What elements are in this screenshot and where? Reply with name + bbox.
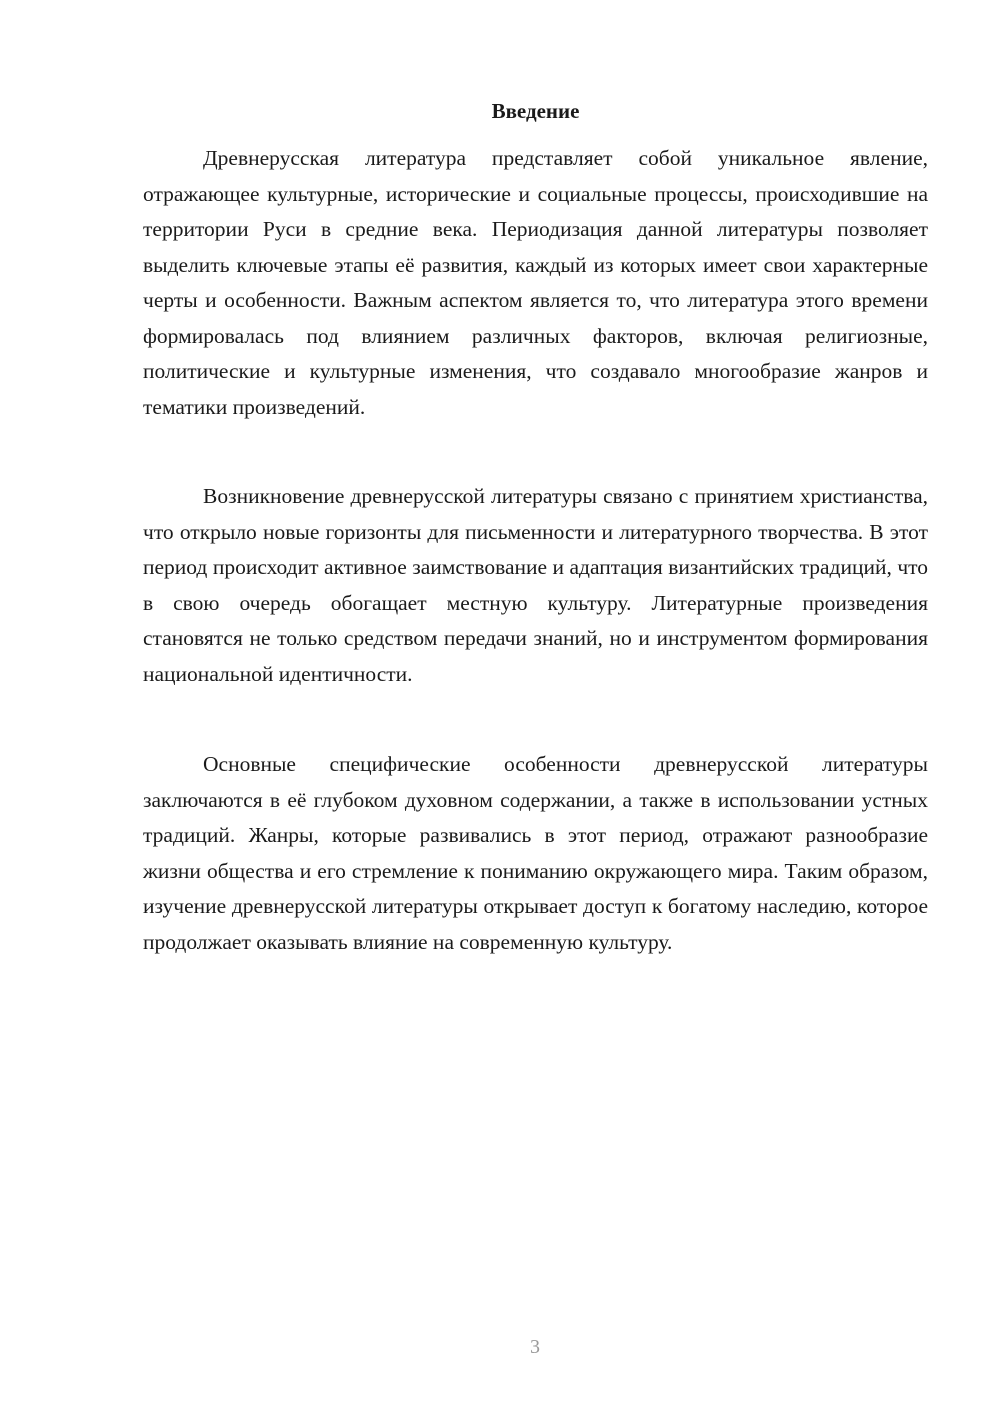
section-title: Введение <box>491 99 580 123</box>
paragraph-3: Основные специфические особенности древнерусской литературы заключаются в её глубоком духовном содержании, а также в использовании устных традиций. Жанры, которые развивались в этот период, отражают разнообразие жизни общества и его стремление к пониманию окружающего мира. Таким образом, изучение древнерусской литературы открывает доступ к богатому наследию, которое продолжает оказывать влияние на современную культуру. <box>143 752 928 954</box>
paragraph-1: Древнерусская литература представляет собой уникальное явление, отражающее культурные, исторические и социальные процессы, происходившие на территории Руси в средние века. Периодизация данной литературы позволяет выделить ключевые этапы её развития, каждый из которых имеет свои характерные черты и особенности. Важным аспектом является то, что литература этого времени формировалась под влиянием различных факторов, включая религиозные, политические и культурные изменения, что создавало многообразие жанров и тематики произведений. <box>143 146 928 419</box>
page-number: 3 <box>530 1336 540 1358</box>
paragraph-2: Возникновение древнерусской литературы связано с принятием христианства, что открыло новые горизонты для письменности и литературного творчества. В этот период происходит активное заимствование и адаптация византийских традиций, что в свою очередь обогащает местную культуру. Литературные произведения становятся не только средством передачи знаний, но и инструментом формирования национальной идентичности. <box>143 484 928 686</box>
